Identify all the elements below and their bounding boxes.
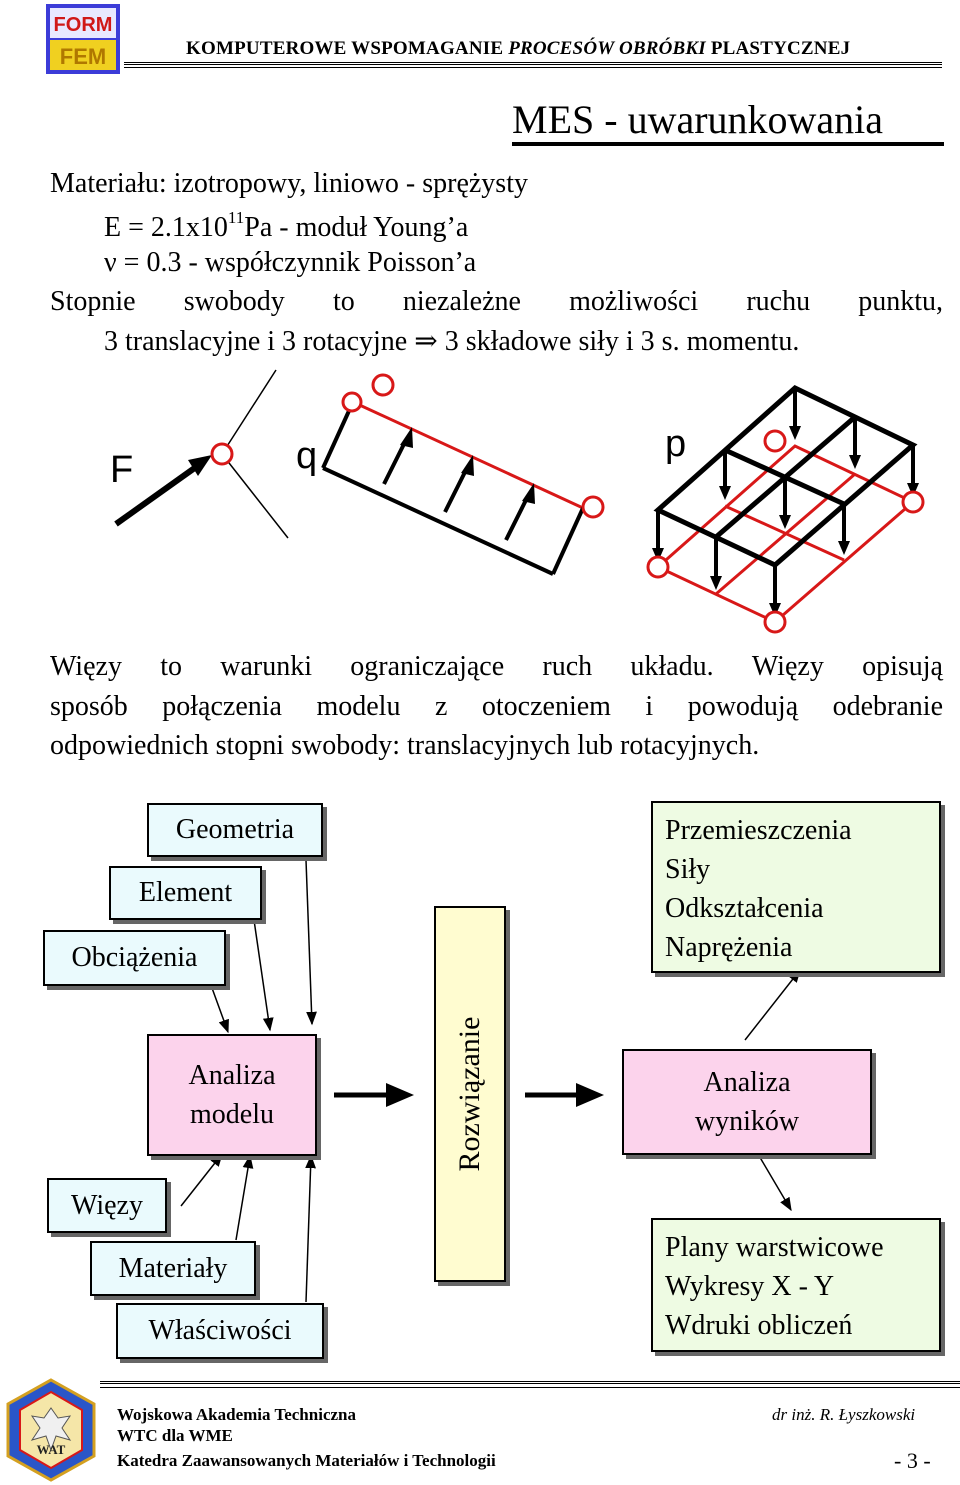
materialy-box: Materiały xyxy=(90,1241,256,1296)
dof-line: Stopnie swobody to niezależne możliwości ruchu punktu, xyxy=(50,286,943,317)
footer-org-1: Wojskowa Akademia Techniczna xyxy=(117,1405,356,1424)
header-rule xyxy=(124,62,942,65)
line-load-label: q xyxy=(296,435,318,477)
constraints-line-3: odpowiednich stopni swobody: translacyjnych lub rotacyjnych. xyxy=(50,730,760,761)
page-number: - 3 - xyxy=(894,1448,931,1473)
material-line: Materiału: izotropowy, liniowo - sprężysty xyxy=(50,168,528,199)
constraints-line-1: Więzy to warunki ograniczające ruch układu. Więzy opisują xyxy=(50,651,943,682)
pressure-plate xyxy=(648,388,923,632)
rozwiazanie-label: Rozwiązanie xyxy=(453,1016,486,1172)
point-force xyxy=(116,370,288,538)
poisson-line: ν = 0.3 - współczynnik Poisson’a xyxy=(104,247,477,278)
footer-rule-thin xyxy=(100,1387,960,1388)
force-label: F xyxy=(110,449,134,491)
footer-rule xyxy=(100,1381,960,1384)
title-underline xyxy=(512,142,944,146)
wat-badge-text: WAT xyxy=(36,1442,66,1457)
page-title: MES - uwarunkowania xyxy=(512,97,884,142)
footer-author: dr inż. R. Łyszkowski xyxy=(772,1405,916,1424)
wlasciwosci-box: Właściwości xyxy=(116,1303,324,1359)
dof-detail-line: 3 translacyjne i 3 rotacyjne ⇒ 3 składowe siły i 3 s. momentu. xyxy=(104,326,800,357)
wat-emblem xyxy=(4,1378,98,1482)
loads-figure xyxy=(0,360,960,640)
footer-org-2: WTC dla WME xyxy=(117,1426,233,1445)
header-rule-thin xyxy=(124,67,942,68)
pressure-label: p xyxy=(665,423,687,465)
constraints-line-2: sposób połączenia modelu z otoczeniem i powodują odebranie xyxy=(50,691,943,722)
rozwiazanie-box xyxy=(434,906,506,1282)
header-title: KOMPUTEROWE WSPOMAGANIE PROCESÓW OBRÓBKI PLASTYCZNEJ xyxy=(186,38,851,59)
results-bottom-box: Plany warstwicowe Wykresy X - Y Wdruki obliczeń xyxy=(651,1218,941,1352)
analiza-modelu-box: Analiza modelu xyxy=(147,1034,317,1156)
svg-text:FEM: FEM xyxy=(59,44,107,69)
footer-org-3: Katedra Zaawansowanych Materiałów i Technologii xyxy=(117,1451,496,1470)
young-modulus-line: $E = 2.1x10^{11}Pa$ - moduł Young’a xyxy=(104,208,469,243)
wiezy-box: Więzy xyxy=(47,1178,167,1233)
results-top-box: Przemieszczenia Siły Odkształcenia Naprężenia xyxy=(651,801,941,973)
element-box: Element xyxy=(109,866,262,920)
form-fem-logo xyxy=(46,4,120,74)
analiza-wynikow-box: Analiza wyników xyxy=(622,1049,872,1155)
line-load xyxy=(323,375,603,574)
obciazenia-box: Obciążenia xyxy=(43,930,226,986)
svg-text:FORM: FORM xyxy=(53,14,113,36)
geometria-box: Geometria xyxy=(147,803,323,857)
